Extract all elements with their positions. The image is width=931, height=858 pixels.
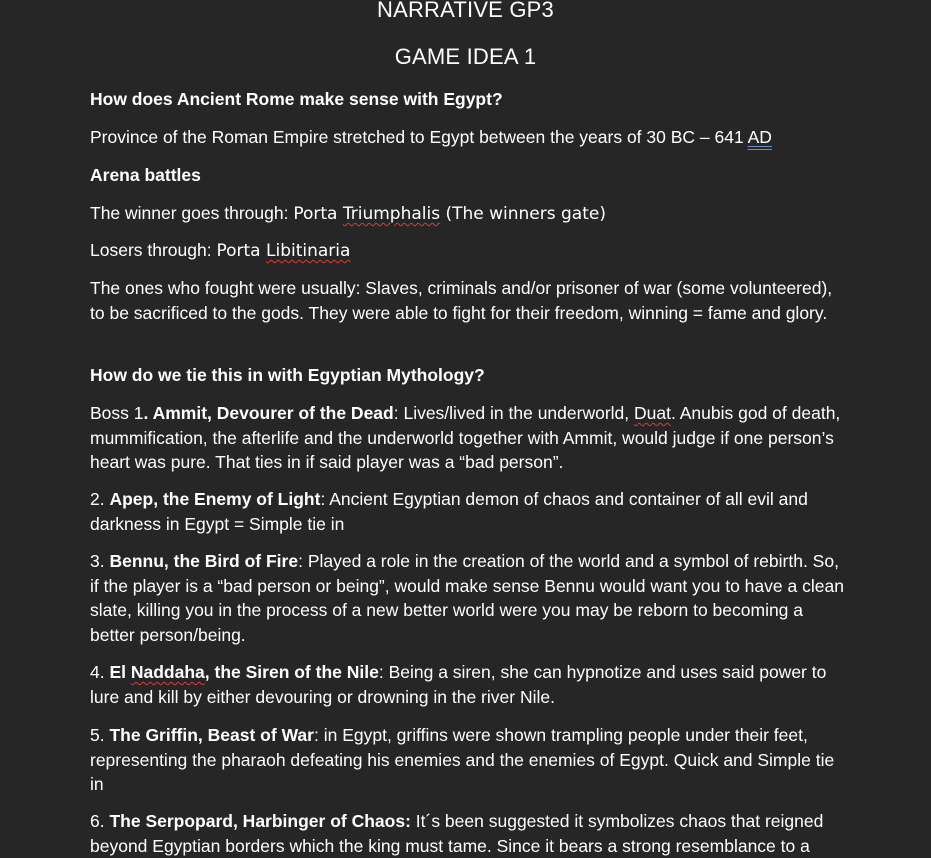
paragraph-province [90, 125, 850, 150]
boss3-name: Bennu, the Bird of Fire [109, 551, 299, 571]
paragraph-winner [90, 201, 850, 227]
paragraph-boss-3 [90, 549, 850, 647]
boss6-name: The Serpopard, Harbinger of Chaos: [109, 811, 411, 831]
boss6-number: 6. [90, 811, 110, 831]
paragraph-fighters: The ones who fought were usually: Slaves, criminals and/or prisoner of war (some volunteered), to be sacrificed to the gods. They were able to fight for their freedom, winning = fame and glory. [90, 278, 833, 323]
boss4-el: El [109, 662, 131, 682]
document-title: NARRATIVE GP3 [376, 0, 554, 22]
winner-triumphalis: Triumphalis [342, 204, 441, 224]
question-egyptian-mythology: How do we tie this in with Egyptian Mythology? [90, 365, 485, 385]
boss2-number: 2. [90, 489, 110, 509]
boss2-name: Apep, the Enemy of Light [109, 489, 321, 509]
document-subtitle: GAME IDEA 1 [394, 44, 537, 69]
paragraph-boss-4 [90, 660, 850, 709]
boss5-number: 5. [90, 725, 110, 745]
loser-porta: Porta [216, 241, 266, 261]
boss3-number: 3. [90, 551, 110, 571]
paragraph-boss-2 [90, 487, 850, 536]
winner-porta: Porta [293, 204, 343, 224]
boss4-name-rest: , the Siren of the Nile [204, 662, 379, 682]
winner-suffix: (The winners gate) [440, 204, 606, 224]
boss1-text-b: . Anubis god of death, mummification, the afterlife and the underworld together with Ammit, would judge if one person’s heart was pure. That ties in if said player was a “bad person”. [90, 403, 841, 473]
boss5-text: : in Egypt, griffins were shown trampling people under their feet, representing the pharaoh defeating his enemies and the enemies of Egypt. Quick and Simple tie in [90, 725, 835, 795]
winner-prefix: The winner goes through: [90, 203, 294, 223]
loser-prefix: Losers through: [90, 240, 217, 260]
province-text: Province of the Roman Empire stretched to Egypt between the years of 30 BC – 641 [90, 127, 748, 147]
paragraph-boss-1 [90, 401, 850, 475]
boss6-text: It´s been suggested it symbolizes chaos that reigned beyond Egyptian borders which the king must tame. Since it bears a strong resemblance to a [90, 811, 824, 856]
province-ad: AD [747, 127, 772, 147]
boss1-duat: Duat [634, 403, 671, 423]
paragraph-losers [90, 238, 850, 264]
question-rome-egypt: How does Ancient Rome make sense with Egypt? [90, 89, 503, 109]
boss4-text: : Being a siren, she can hypnotize and uses said power to lure and kill by either devouring or drowning in the river Nile. [90, 662, 827, 707]
boss5-name: The Griffin, Beast of War [109, 725, 314, 745]
boss1-text-a: : Lives/lived in the underworld, [393, 403, 635, 423]
loser-libitinaria: Libitinaria [266, 241, 351, 261]
heading-arena-battles: Arena battles [90, 165, 201, 185]
boss3-text: : Played a role in the creation of the world and a symbol of rebirth. So, if the player is a “bad person or being”, would make sense Bennu would want you to have a clean slate, killing you in the process of a new better world were you may be reborn to becoming a better person/being. [90, 551, 844, 645]
paragraph-boss-5 [90, 723, 850, 797]
boss1-prefix: Boss 1 [90, 403, 144, 423]
paragraph-boss-6 [90, 809, 850, 858]
boss1-name: . Ammit, Devourer of the Dead [143, 403, 394, 423]
boss4-number: 4. [90, 662, 110, 682]
boss4-naddaha: Naddaha [130, 662, 205, 682]
boss2-text: : Ancient Egyptian demon of chaos and container of all evil and darkness in Egypt = Simple tie in [90, 489, 808, 534]
